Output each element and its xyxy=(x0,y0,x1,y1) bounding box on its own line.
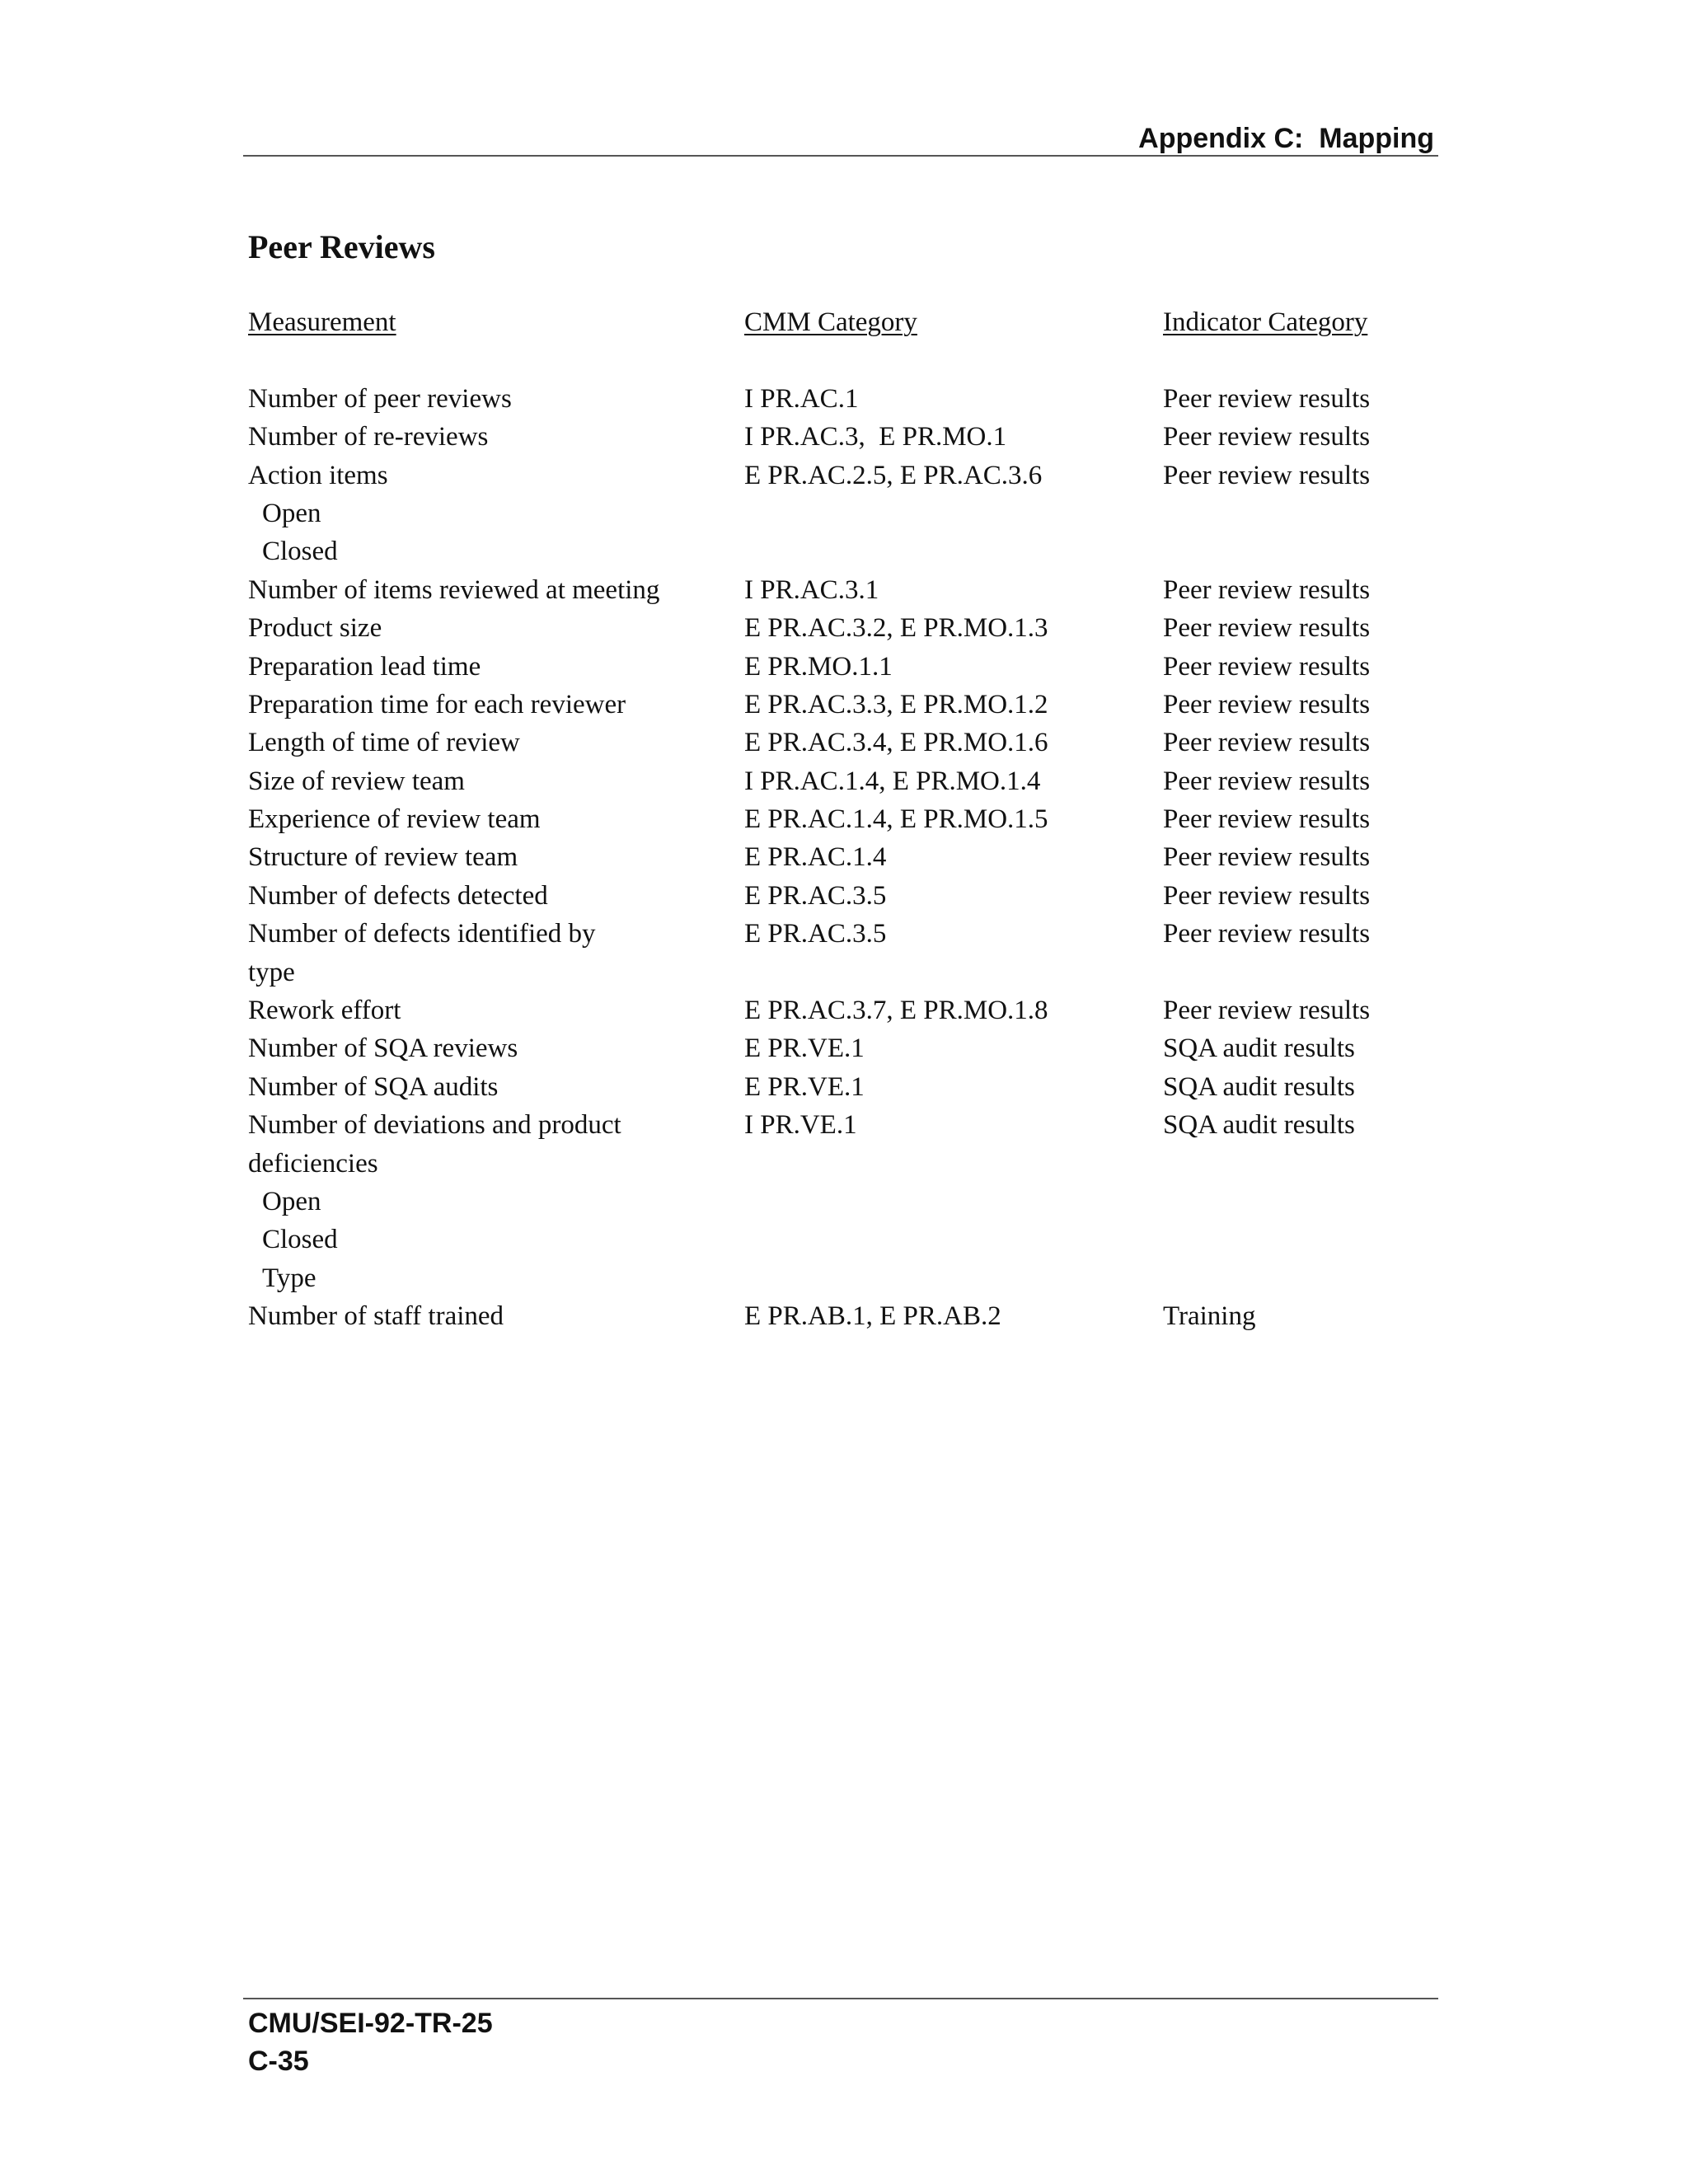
cmm-category-cell: E PR.AC.3.3, E PR.MO.1.2 xyxy=(744,689,1048,719)
measurement-cell: Number of items reviewed at meeting xyxy=(248,574,660,605)
indicator-category-cell: Peer review results xyxy=(1163,766,1371,796)
measurement-cell: deficiencies xyxy=(248,1148,378,1179)
cmm-category-cell: I PR.AC.1 xyxy=(744,383,859,414)
indicator-category-cell: Peer review results xyxy=(1163,651,1371,682)
table-row xyxy=(248,800,1371,838)
indicator-category-cell: Peer review results xyxy=(1163,880,1371,911)
cmm-category-cell: E PR.AB.1, E PR.AB.2 xyxy=(744,1301,1001,1332)
cmm-category-cell: I PR.AC.1.4, E PR.MO.1.4 xyxy=(744,766,1041,796)
report-id: CMU/SEI-92-TR-25 xyxy=(248,2008,493,2039)
measurement-cell: type xyxy=(248,957,295,987)
section-title: Peer Reviews xyxy=(248,228,435,265)
measurement-cell: Closed xyxy=(262,1225,338,1255)
cmm-category-cell: E PR.AC.2.5, E PR.AC.3.6 xyxy=(744,460,1043,490)
indicator-category-cell: Peer review results xyxy=(1163,919,1371,949)
table-header-row xyxy=(248,303,1368,341)
measurement-cell: Number of re-reviews xyxy=(248,422,489,452)
measurement-cell: Number of SQA reviews xyxy=(248,1033,518,1064)
table-row xyxy=(248,686,1371,724)
table-body xyxy=(248,380,1371,1336)
measurement-cell: Rework effort xyxy=(248,996,401,1026)
footer-rule xyxy=(243,1998,1438,1999)
table-row xyxy=(248,724,1371,762)
column-header-cmm-category: CMM Category xyxy=(744,307,917,337)
indicator-category-cell: Peer review results xyxy=(1163,383,1371,414)
header-rule xyxy=(243,155,1438,157)
measurement-cell: Number of defects identified by xyxy=(248,919,596,949)
cmm-category-cell: E PR.AC.3.4, E PR.MO.1.6 xyxy=(744,728,1048,758)
table-row xyxy=(248,532,338,570)
cmm-category-cell: I PR.VE.1 xyxy=(744,1110,857,1141)
table-row xyxy=(248,418,1371,456)
cmm-category-cell: E PR.AC.1.4 xyxy=(744,842,887,873)
indicator-category-cell: Peer review results xyxy=(1163,613,1371,644)
table-row xyxy=(248,915,1371,953)
measurement-cell: Structure of review team xyxy=(248,842,518,873)
table-row xyxy=(248,380,1371,418)
indicator-category-cell: Training xyxy=(1163,1301,1256,1332)
indicator-category-cell: Peer review results xyxy=(1163,689,1371,719)
table-row xyxy=(248,1068,1355,1106)
table-row xyxy=(248,762,1371,800)
page-footer xyxy=(248,2004,493,2080)
table-row xyxy=(248,954,295,991)
column-header-indicator-category: Indicator Category xyxy=(1163,307,1368,337)
measurement-cell: Number of SQA audits xyxy=(248,1071,499,1102)
table-row xyxy=(248,1106,1355,1144)
indicator-category-cell: Peer review results xyxy=(1163,460,1371,490)
column-header-measurement: Measurement xyxy=(248,307,396,337)
measurement-cell: Product size xyxy=(248,613,382,644)
indicator-category-cell: SQA audit results xyxy=(1163,1110,1355,1141)
measurement-cell: Open xyxy=(262,498,321,528)
measurement-cell: Action items xyxy=(248,460,388,490)
table-row xyxy=(248,494,321,532)
measurement-cell: Open xyxy=(262,1186,321,1216)
measurement-cell: Closed xyxy=(262,537,338,567)
cmm-category-cell: E PR.VE.1 xyxy=(744,1033,865,1064)
cmm-category-cell: E PR.AC.3.5 xyxy=(744,880,887,911)
cmm-category-cell: E PR.VE.1 xyxy=(744,1071,865,1102)
table-row xyxy=(248,838,1371,876)
measurement-cell: Preparation time for each reviewer xyxy=(248,689,626,719)
cmm-category-cell: E PR.AC.1.4, E PR.MO.1.5 xyxy=(744,804,1048,835)
cmm-category-cell: E PR.AC.3.7, E PR.MO.1.8 xyxy=(744,996,1048,1026)
table-row xyxy=(248,457,1371,494)
measurement-cell: Experience of review team xyxy=(248,804,541,835)
indicator-category-cell: SQA audit results xyxy=(1163,1071,1355,1102)
mapping-table xyxy=(248,303,1371,1336)
indicator-category-cell: Peer review results xyxy=(1163,574,1371,605)
cmm-category-cell: E PR.MO.1.1 xyxy=(744,651,893,682)
measurement-cell: Preparation lead time xyxy=(248,651,481,682)
table-row xyxy=(248,1183,321,1221)
table-row xyxy=(248,991,1371,1029)
indicator-category-cell: Peer review results xyxy=(1163,842,1371,873)
measurement-cell: Number of peer reviews xyxy=(248,383,512,414)
indicator-category-cell: Peer review results xyxy=(1163,996,1371,1026)
table-row xyxy=(248,571,1371,609)
table-row xyxy=(248,1221,338,1258)
measurement-cell: Size of review team xyxy=(248,766,465,796)
table-row xyxy=(248,1259,316,1297)
page-number: C-35 xyxy=(248,2046,309,2077)
table-row xyxy=(248,1297,1256,1335)
table-row xyxy=(248,1029,1355,1067)
table-row xyxy=(248,1145,378,1183)
table-row xyxy=(248,609,1371,647)
cmm-category-cell: E PR.AC.3.2, E PR.MO.1.3 xyxy=(744,613,1048,644)
measurement-cell: Number of staff trained xyxy=(248,1301,504,1332)
running-header: Appendix C: Mapping xyxy=(1138,123,1434,154)
indicator-category-cell: Peer review results xyxy=(1163,728,1371,758)
cmm-category-cell: E PR.AC.3.5 xyxy=(744,919,887,949)
cmm-category-cell: I PR.AC.3.1 xyxy=(744,574,879,605)
table-row xyxy=(248,877,1371,915)
indicator-category-cell: Peer review results xyxy=(1163,422,1371,452)
table-row xyxy=(248,648,1371,686)
measurement-cell: Length of time of review xyxy=(248,728,520,758)
measurement-cell: Number of defects detected xyxy=(248,880,548,911)
cmm-category-cell: I PR.AC.3, E PR.MO.1 xyxy=(744,422,1007,452)
indicator-category-cell: SQA audit results xyxy=(1163,1033,1355,1064)
indicator-category-cell: Peer review results xyxy=(1163,804,1371,835)
measurement-cell: Type xyxy=(262,1263,316,1293)
measurement-cell: Number of deviations and product xyxy=(248,1110,621,1141)
